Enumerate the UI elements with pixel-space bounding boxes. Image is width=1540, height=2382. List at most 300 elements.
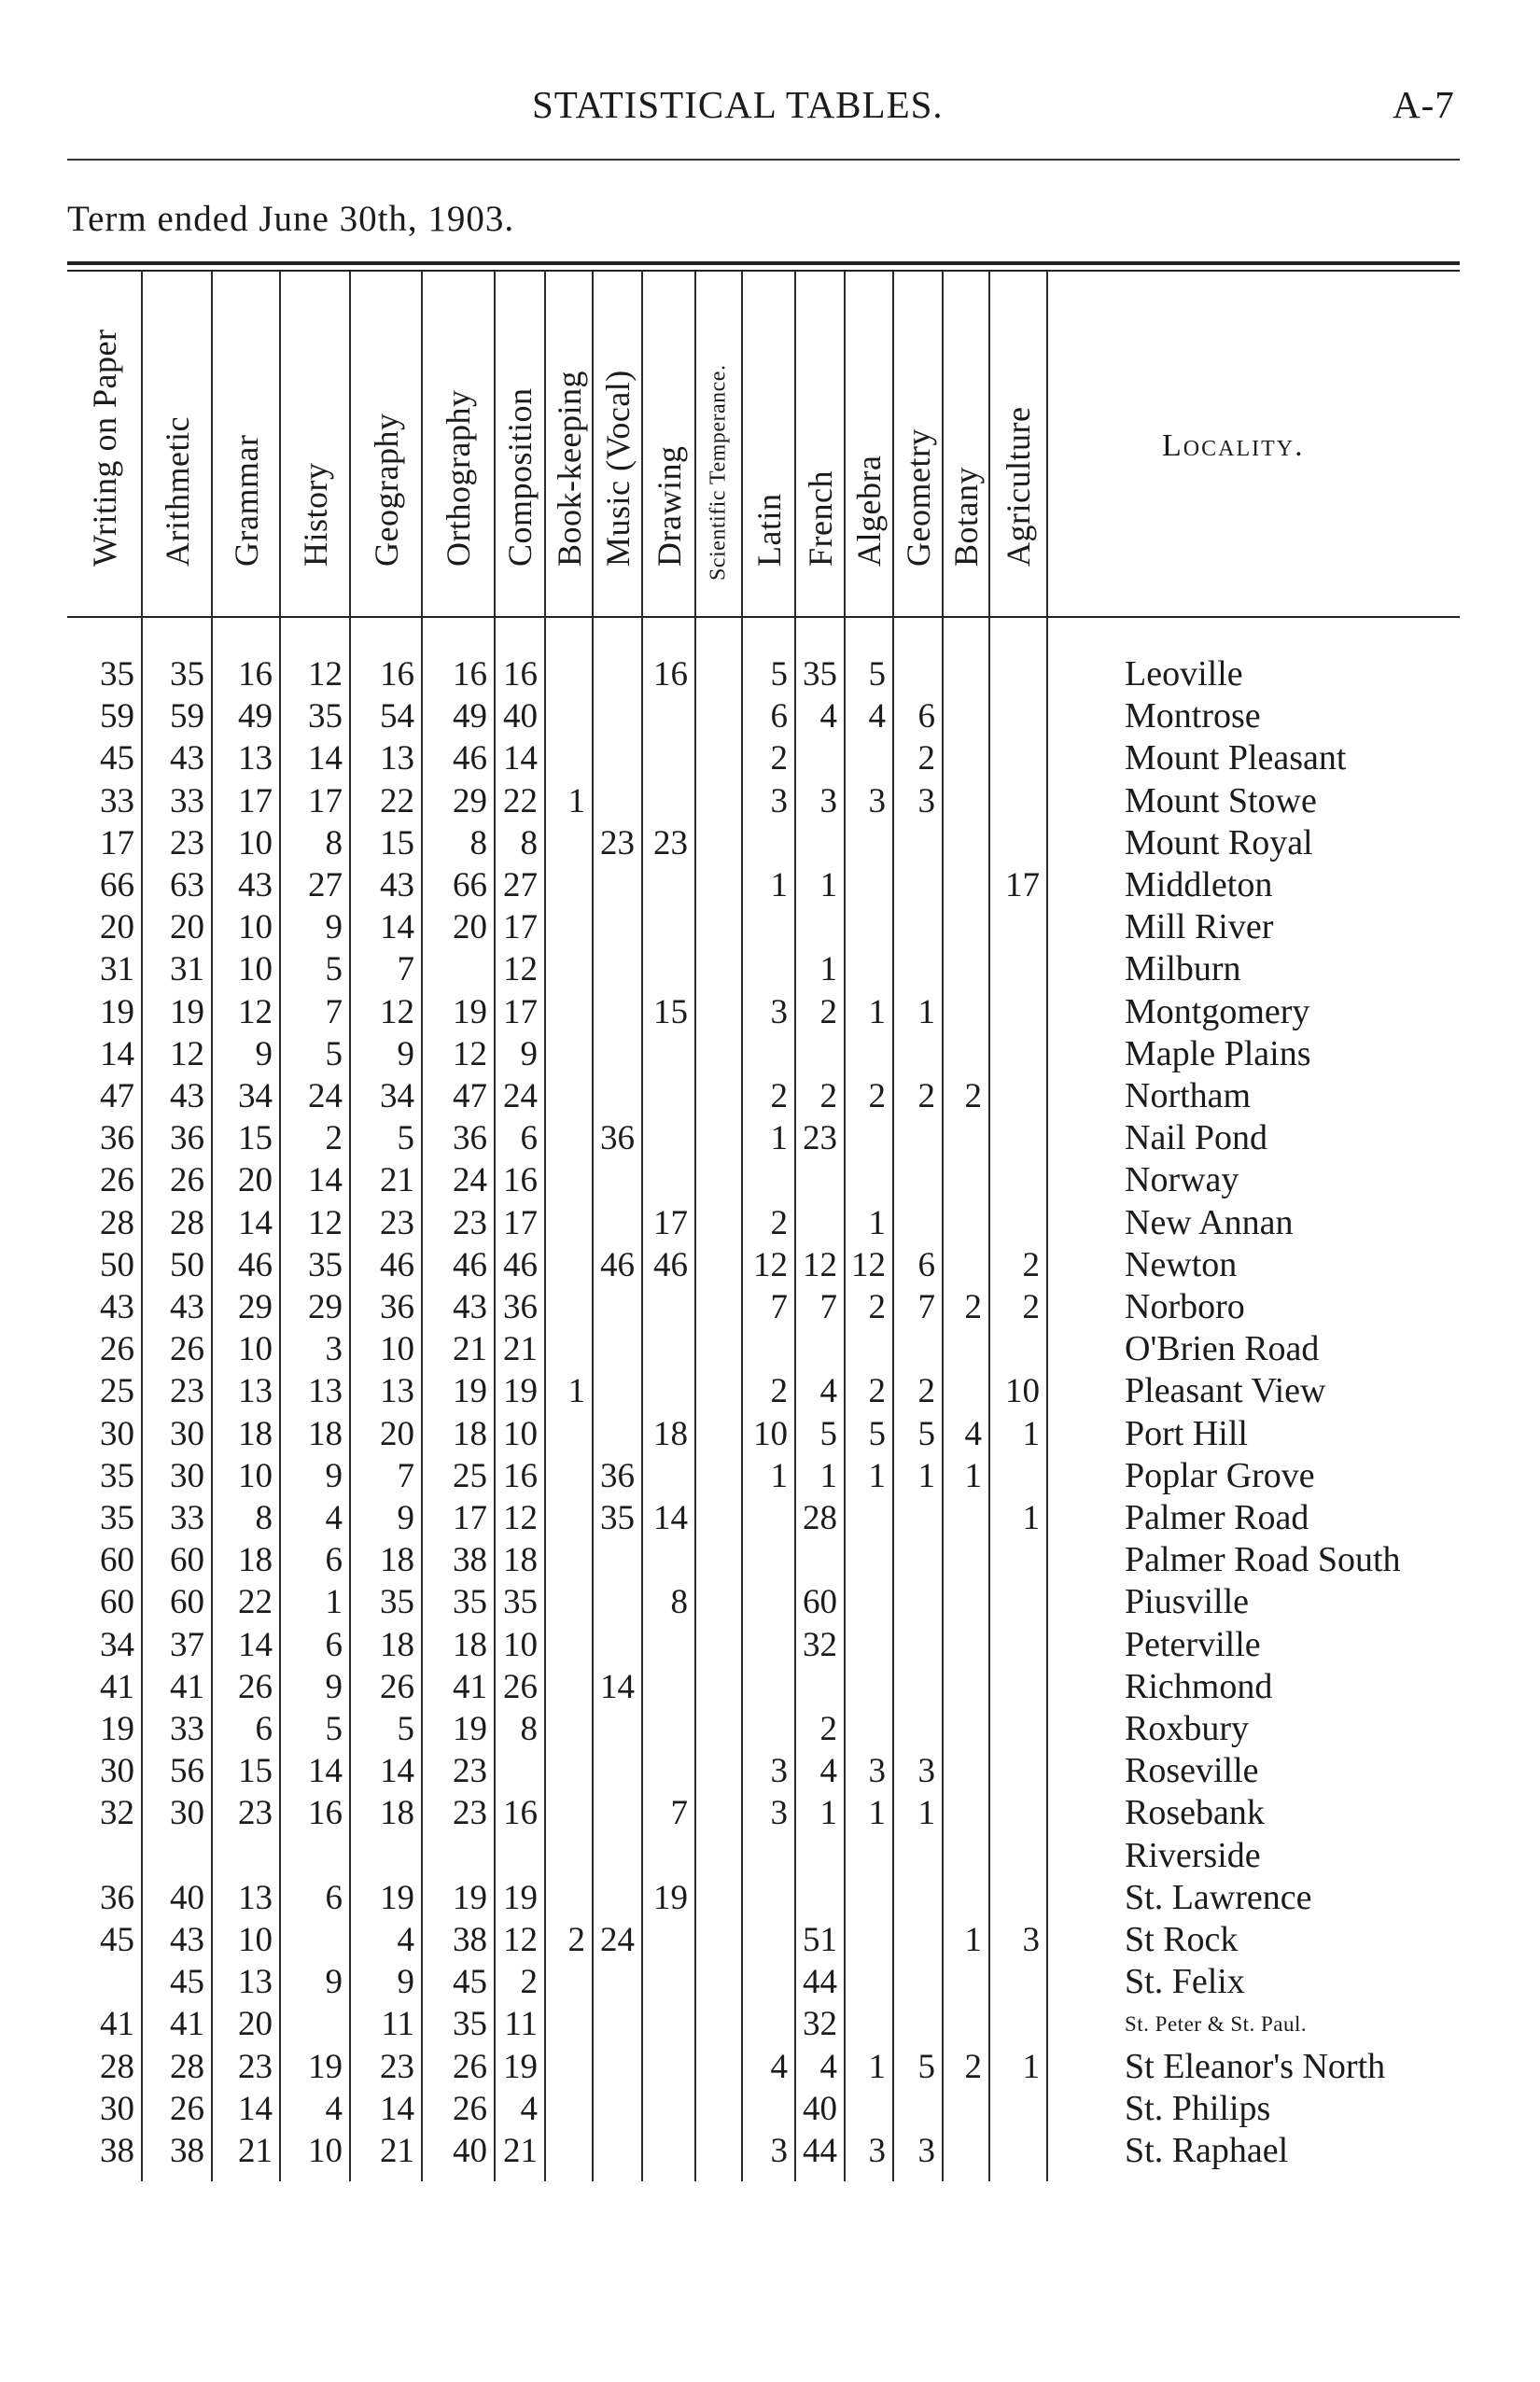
cell-arithmetic: 26 — [170, 1161, 204, 1200]
cell-arithmetic: 60 — [170, 1541, 204, 1580]
column-header-label: Arithmetic — [158, 416, 196, 567]
column-rule — [421, 272, 423, 2181]
table-row — [0, 1961, 1540, 2003]
cell-geography: 13 — [380, 1372, 414, 1411]
cell-botany: 1 — [964, 1456, 982, 1495]
cell-composition: 10 — [503, 1414, 538, 1453]
cell-french: 32 — [803, 1625, 837, 1664]
header-bottom-rule — [67, 616, 1460, 618]
table-row — [0, 1159, 1540, 1201]
cell-latin: 3 — [770, 781, 788, 820]
cell-drawing: 15 — [653, 992, 688, 1031]
locality-name: Northam — [1125, 1076, 1252, 1115]
cell-latin: 1 — [770, 866, 788, 904]
cell-grammar: 21 — [238, 2132, 273, 2170]
table-row — [0, 906, 1540, 948]
cell-latin: 3 — [770, 1752, 788, 1791]
cell-history: 35 — [308, 1245, 343, 1284]
cell-orthography: 18 — [453, 1625, 487, 1664]
locality-name: St. Peter & St. Paul. — [1125, 2012, 1308, 2037]
cell-orthography: 18 — [453, 1414, 487, 1453]
page-number: A-7 — [1393, 83, 1455, 126]
cell-algebra: 3 — [868, 781, 886, 820]
cell-geometry: 5 — [917, 1414, 935, 1453]
column-header-label: Botany — [947, 467, 985, 567]
locality-name: St. Lawrence — [1125, 1877, 1312, 1917]
cell-grammar: 6 — [255, 1710, 273, 1748]
cell-arithmetic: 30 — [170, 1414, 204, 1453]
cell-geometry: 6 — [917, 697, 935, 736]
table-row — [0, 1117, 1540, 1159]
cell-writing-on-paper: 66 — [100, 866, 134, 904]
cell-grammar: 23 — [238, 1794, 273, 1833]
column-header-arithmetic — [147, 272, 207, 617]
cell-history: 6 — [325, 1878, 343, 1917]
locality-name: New Annan — [1125, 1202, 1294, 1242]
cell-grammar: 10 — [238, 1921, 273, 1959]
cell-french: 7 — [819, 1288, 837, 1326]
locality-name: Nail Pond — [1125, 1118, 1268, 1158]
cell-grammar: 13 — [238, 1878, 273, 1917]
column-rule — [279, 272, 281, 2181]
cell-composition: 21 — [503, 2132, 538, 2170]
cell-grammar: 22 — [238, 1583, 273, 1622]
column-header-agriculture — [988, 272, 1048, 617]
cell-arithmetic: 33 — [170, 1499, 204, 1537]
cell-grammar: 9 — [255, 1034, 273, 1073]
cell-orthography: 23 — [453, 1794, 487, 1833]
table-row — [0, 2003, 1540, 2045]
cell-composition: 17 — [503, 992, 538, 1031]
column-header-label: Latin — [749, 493, 788, 567]
cell-composition: 24 — [503, 1077, 538, 1115]
header-rule — [67, 159, 1460, 161]
cell-writing-on-paper: 26 — [100, 1161, 134, 1200]
cell-music-vocal: 23 — [600, 823, 635, 862]
cell-geometry: 3 — [917, 1752, 935, 1791]
cell-orthography: 23 — [453, 1752, 487, 1791]
cell-geography: 35 — [380, 1583, 414, 1622]
cell-grammar: 10 — [238, 950, 273, 989]
cell-writing-on-paper: 19 — [100, 1710, 134, 1748]
cell-composition: 36 — [503, 1288, 538, 1326]
cell-drawing: 14 — [653, 1499, 688, 1537]
cell-grammar: 14 — [238, 1203, 273, 1242]
cell-drawing: 19 — [653, 1878, 688, 1917]
cell-latin: 10 — [753, 1414, 788, 1453]
cell-writing-on-paper: 38 — [100, 2132, 134, 2170]
cell-geography: 21 — [380, 2132, 414, 2170]
cell-geography: 7 — [397, 950, 414, 989]
cell-arithmetic: 28 — [170, 2047, 204, 2086]
column-header-label: History — [296, 462, 334, 567]
cell-arithmetic: 60 — [170, 1583, 204, 1622]
cell-arithmetic: 40 — [170, 1878, 204, 1917]
column-rule — [544, 272, 546, 2181]
cell-writing-on-paper: 26 — [100, 1330, 134, 1369]
table-row — [0, 1455, 1540, 1497]
cell-algebra: 12 — [851, 1245, 886, 1284]
column-header-label: Composition — [501, 387, 539, 567]
cell-french: 4 — [819, 1752, 837, 1791]
cell-music-vocal: 24 — [600, 1921, 635, 1959]
column-rule — [942, 272, 944, 2181]
cell-latin: 2 — [770, 1203, 788, 1242]
column-header-label: Scientific Temperance. — [706, 364, 731, 581]
cell-history: 35 — [308, 697, 343, 736]
cell-music-vocal: 36 — [600, 1456, 635, 1495]
cell-composition: 2 — [520, 1963, 538, 2002]
cell-orthography: 38 — [453, 1541, 487, 1580]
cell-drawing: 18 — [653, 1414, 688, 1453]
cell-orthography: 19 — [453, 1372, 487, 1411]
cell-geography: 22 — [380, 781, 414, 820]
locality-name: Riverside — [1125, 1835, 1261, 1875]
cell-arithmetic: 59 — [170, 697, 204, 736]
cell-botany: 2 — [964, 2047, 982, 2086]
cell-geography: 18 — [380, 1794, 414, 1833]
cell-orthography: 66 — [453, 866, 487, 904]
cell-arithmetic: 28 — [170, 1203, 204, 1242]
table-row — [0, 1792, 1540, 1834]
table-row — [0, 1539, 1540, 1581]
cell-history: 14 — [308, 1752, 343, 1791]
cell-writing-on-paper: 30 — [100, 1752, 134, 1791]
column-header-label: Geography — [367, 413, 405, 567]
cell-drawing: 8 — [670, 1583, 688, 1622]
cell-writing-on-paper: 59 — [100, 697, 134, 736]
cell-agriculture: 1 — [1022, 2047, 1040, 2086]
cell-french: 3 — [819, 781, 837, 820]
cell-arithmetic: 26 — [170, 1330, 204, 1369]
cell-arithmetic: 43 — [170, 1921, 204, 1959]
cell-orthography: 46 — [453, 1245, 487, 1284]
locality-name: Port Hill — [1125, 1413, 1248, 1453]
cell-drawing: 16 — [653, 655, 688, 694]
cell-latin: 4 — [770, 2047, 788, 2086]
cell-history: 14 — [308, 1161, 343, 1200]
locality-name: Mill River — [1125, 907, 1274, 947]
cell-orthography: 49 — [453, 697, 487, 736]
locality-name: Norboro — [1125, 1287, 1245, 1326]
cell-latin: 2 — [770, 1372, 788, 1411]
cell-arithmetic: 19 — [170, 992, 204, 1031]
cell-history: 16 — [308, 1794, 343, 1833]
cell-french: 35 — [803, 655, 837, 694]
cell-geography: 21 — [380, 1161, 414, 1200]
column-header-writing-on-paper — [75, 272, 134, 617]
cell-french: 4 — [819, 697, 837, 736]
locality-name: Poplar Grove — [1125, 1455, 1315, 1495]
cell-history: 10 — [308, 2132, 343, 2170]
cell-french: 2 — [819, 1077, 837, 1115]
cell-writing-on-paper: 47 — [100, 1077, 134, 1115]
cell-geography: 54 — [380, 697, 414, 736]
cell-french: 40 — [803, 2089, 837, 2128]
table-row — [0, 1750, 1540, 1792]
cell-orthography: 43 — [453, 1288, 487, 1326]
cell-geometry: 3 — [917, 2132, 935, 2170]
cell-geography: 13 — [380, 739, 414, 778]
cell-arithmetic: 23 — [170, 823, 204, 862]
cell-geography: 12 — [380, 992, 414, 1031]
cell-grammar: 10 — [238, 1456, 273, 1495]
locality-name: Middleton — [1125, 865, 1273, 904]
cell-french: 1 — [819, 950, 837, 989]
cell-geography: 26 — [380, 1667, 414, 1706]
cell-composition: 8 — [520, 1710, 538, 1748]
cell-geometry: 2 — [917, 739, 935, 778]
table-row — [0, 1328, 1540, 1370]
column-header-label: Algebra — [850, 455, 888, 567]
cell-arithmetic: 31 — [170, 950, 204, 989]
cell-geography: 23 — [380, 2047, 414, 2086]
cell-grammar: 49 — [238, 697, 273, 736]
cell-orthography: 40 — [453, 2132, 487, 2170]
table-top-rule — [67, 261, 1460, 265]
cell-french: 1 — [819, 1456, 837, 1495]
cell-grammar: 26 — [238, 1667, 273, 1706]
cell-writing-on-paper: 33 — [100, 781, 134, 820]
cell-writing-on-paper: 28 — [100, 1203, 134, 1242]
table-row — [0, 1075, 1540, 1117]
cell-latin: 5 — [770, 655, 788, 694]
cell-geography: 16 — [380, 655, 414, 694]
cell-french: 28 — [803, 1499, 837, 1537]
cell-grammar: 8 — [255, 1499, 273, 1537]
cell-writing-on-paper: 50 — [100, 1245, 134, 1284]
cell-grammar: 15 — [238, 1752, 273, 1791]
column-rule — [349, 272, 351, 2181]
cell-geography: 5 — [397, 1710, 414, 1748]
cell-french: 32 — [803, 2005, 837, 2044]
cell-composition: 16 — [503, 1161, 538, 1200]
column-header-label: Writing on Paper — [86, 329, 123, 567]
cell-writing-on-paper: 45 — [100, 739, 134, 778]
cell-history: 24 — [308, 1077, 343, 1115]
cell-geography: 7 — [397, 1456, 414, 1495]
cell-composition: 26 — [503, 1667, 538, 1706]
cell-grammar: 20 — [238, 1161, 273, 1200]
column-rule — [592, 272, 594, 2181]
cell-arithmetic: 30 — [170, 1456, 204, 1495]
cell-arithmetic: 33 — [170, 781, 204, 820]
cell-arithmetic: 35 — [170, 655, 204, 694]
cell-french: 2 — [819, 992, 837, 1031]
cell-history: 12 — [308, 1203, 343, 1242]
cell-grammar: 17 — [238, 781, 273, 820]
table-row — [0, 1919, 1540, 1961]
table-row — [0, 1286, 1540, 1328]
cell-composition: 19 — [503, 1372, 538, 1411]
cell-writing-on-paper: 14 — [100, 1034, 134, 1073]
cell-writing-on-paper: 60 — [100, 1541, 134, 1580]
cell-geography: 18 — [380, 1541, 414, 1580]
cell-latin: 12 — [753, 1245, 788, 1284]
cell-composition: 21 — [503, 1330, 538, 1369]
cell-writing-on-paper: 30 — [100, 1414, 134, 1453]
cell-geography: 36 — [380, 1288, 414, 1326]
cell-orthography: 36 — [453, 1119, 487, 1158]
column-rule — [741, 272, 743, 2181]
cell-geometry: 2 — [917, 1372, 935, 1411]
cell-orthography: 20 — [453, 908, 487, 947]
cell-composition: 46 — [503, 1245, 538, 1284]
table-row — [0, 1033, 1540, 1075]
cell-botany: 2 — [964, 1077, 982, 1115]
cell-arithmetic: 12 — [170, 1034, 204, 1073]
table-row — [0, 695, 1540, 737]
cell-history: 19 — [308, 2047, 343, 2086]
column-rule — [892, 272, 894, 2181]
cell-history: 29 — [308, 1288, 343, 1326]
cell-algebra: 3 — [868, 2132, 886, 2170]
cell-composition: 18 — [503, 1541, 538, 1580]
column-rule — [211, 272, 213, 2181]
column-header-geography — [357, 272, 416, 617]
cell-agriculture: 1 — [1022, 1499, 1040, 1537]
locality-name: Roxbury — [1125, 1709, 1249, 1748]
column-header-label: Agriculture — [1000, 406, 1037, 567]
cell-grammar: 23 — [238, 2047, 273, 2086]
cell-french: 2 — [819, 1710, 837, 1748]
cell-arithmetic: 41 — [170, 1667, 204, 1706]
cell-arithmetic: 50 — [170, 1245, 204, 1284]
table-row — [0, 1835, 1540, 1877]
term-heading: Term ended June 30th, 1903. — [67, 199, 515, 239]
cell-grammar: 15 — [238, 1119, 273, 1158]
cell-orthography: 25 — [453, 1456, 487, 1495]
cell-geometry: 2 — [917, 1077, 935, 1115]
cell-orthography: 41 — [453, 1667, 487, 1706]
cell-composition: 6 — [520, 1119, 538, 1158]
table-row — [0, 1708, 1540, 1750]
cell-arithmetic: 20 — [170, 908, 204, 947]
cell-latin: 3 — [770, 1794, 788, 1833]
cell-grammar: 18 — [238, 1541, 273, 1580]
locality-name: Peterville — [1125, 1624, 1261, 1664]
cell-algebra: 4 — [868, 697, 886, 736]
locality-name: Mount Stowe — [1125, 780, 1317, 820]
column-header-label: Music (Vocal) — [598, 370, 637, 567]
table-row — [0, 1581, 1540, 1623]
cell-writing-on-paper: 17 — [100, 823, 134, 862]
cell-orthography: 45 — [453, 1963, 487, 2002]
cell-arithmetic: 23 — [170, 1372, 204, 1411]
cell-history: 18 — [308, 1414, 343, 1453]
column-header-label: Orthography — [440, 389, 477, 567]
column-rule — [694, 272, 696, 2181]
cell-algebra: 2 — [868, 1077, 886, 1115]
cell-orthography: 26 — [453, 2089, 487, 2128]
cell-composition: 16 — [503, 1794, 538, 1833]
table-row — [0, 653, 1540, 695]
cell-geography: 14 — [380, 1752, 414, 1791]
cell-grammar: 18 — [238, 1414, 273, 1453]
cell-writing-on-paper: 35 — [100, 655, 134, 694]
table-row — [0, 2088, 1540, 2130]
locality-name: Norway — [1125, 1160, 1239, 1200]
locality-name: Milburn — [1125, 949, 1241, 989]
cell-algebra: 1 — [868, 2047, 886, 2086]
cell-composition: 16 — [503, 655, 538, 694]
locality-column-header: Locality. — [1162, 428, 1305, 463]
column-rule — [844, 272, 846, 2181]
cell-composition: 40 — [503, 697, 538, 736]
cell-algebra: 1 — [868, 1456, 886, 1495]
locality-name: Palmer Road South — [1125, 1540, 1401, 1580]
cell-composition: 22 — [503, 781, 538, 820]
cell-writing-on-paper: 45 — [100, 1921, 134, 1959]
cell-writing-on-paper: 20 — [100, 908, 134, 947]
cell-history: 4 — [325, 1499, 343, 1537]
cell-latin: 1 — [770, 1456, 788, 1495]
cell-arithmetic: 33 — [170, 1710, 204, 1748]
cell-french: 5 — [819, 1414, 837, 1453]
cell-writing-on-paper: 32 — [100, 1794, 134, 1833]
cell-music-vocal: 36 — [600, 1119, 635, 1158]
table-row — [0, 1370, 1540, 1412]
table-row — [0, 864, 1540, 906]
cell-orthography: 24 — [453, 1161, 487, 1200]
locality-name: Montrose — [1125, 696, 1261, 736]
cell-writing-on-paper: 35 — [100, 1456, 134, 1495]
cell-agriculture: 1 — [1022, 1414, 1040, 1453]
locality-name: Piusville — [1125, 1582, 1250, 1622]
cell-composition: 11 — [504, 2005, 538, 2044]
locality-name: St. Philips — [1125, 2088, 1271, 2128]
cell-agriculture: 2 — [1022, 1288, 1040, 1326]
table-row — [0, 2046, 1540, 2088]
table-row — [0, 2130, 1540, 2172]
cell-writing-on-paper: 41 — [100, 2005, 134, 2044]
cell-composition: 8 — [520, 823, 538, 862]
cell-composition: 35 — [503, 1583, 538, 1622]
cell-geography: 46 — [380, 1245, 414, 1284]
cell-geography: 19 — [380, 1878, 414, 1917]
cell-geometry: 5 — [917, 2047, 935, 2086]
cell-french: 1 — [819, 866, 837, 904]
cell-composition: 12 — [503, 950, 538, 989]
cell-orthography: 12 — [453, 1034, 487, 1073]
cell-music-vocal: 14 — [600, 1667, 635, 1706]
cell-drawing: 46 — [653, 1245, 688, 1284]
cell-geography: 23 — [380, 1203, 414, 1242]
cell-geography: 43 — [380, 866, 414, 904]
column-header-history — [286, 272, 345, 617]
cell-orthography: 35 — [453, 2005, 487, 2044]
cell-music-vocal: 46 — [600, 1245, 635, 1284]
cell-geometry: 1 — [917, 1456, 935, 1495]
cell-geometry: 6 — [917, 1245, 935, 1284]
cell-writing-on-paper: 41 — [100, 1667, 134, 1706]
table-row — [0, 1244, 1540, 1286]
cell-grammar: 16 — [238, 655, 273, 694]
cell-algebra: 1 — [868, 992, 886, 1031]
table-row — [0, 1877, 1540, 1919]
cell-writing-on-paper: 30 — [100, 2089, 134, 2128]
cell-history: 8 — [325, 823, 343, 862]
cell-orthography: 19 — [453, 992, 487, 1031]
cell-grammar: 46 — [238, 1245, 273, 1284]
cell-history: 17 — [308, 781, 343, 820]
cell-music-vocal: 35 — [600, 1499, 635, 1537]
locality-name: St Eleanor's North — [1125, 2046, 1386, 2086]
locality-name: Leoville — [1125, 654, 1243, 694]
cell-geography: 18 — [380, 1625, 414, 1664]
cell-latin: 2 — [770, 1077, 788, 1115]
table-row — [0, 737, 1540, 779]
